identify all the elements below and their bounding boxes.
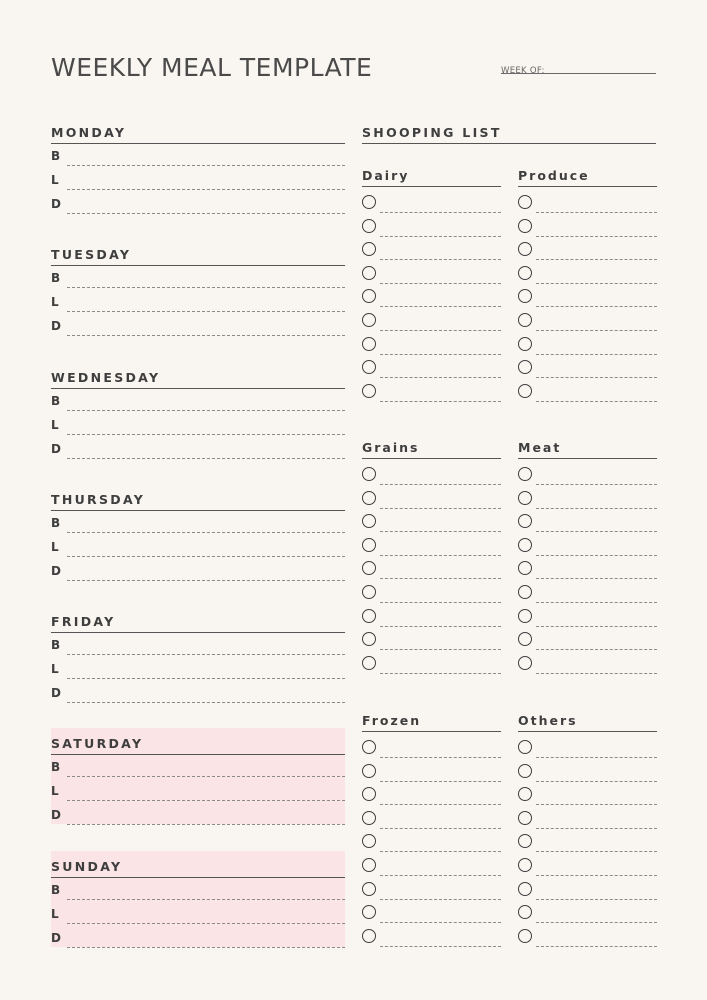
shopping-item — [362, 265, 501, 289]
shopping-item — [518, 739, 657, 763]
shopping-item — [518, 786, 657, 810]
day-section-thursday — [51, 490, 345, 612]
shopping-item — [362, 288, 501, 312]
meal-row — [51, 633, 345, 657]
item-entry-line[interactable] — [536, 804, 657, 805]
item-entry-line[interactable] — [380, 484, 501, 485]
checkbox-circle-icon[interactable] — [362, 834, 376, 848]
checkbox-circle-icon[interactable] — [518, 313, 532, 327]
shopping-item — [518, 466, 657, 490]
shopping-item — [362, 833, 501, 857]
checkbox-circle-icon[interactable] — [362, 360, 376, 374]
checkbox-circle-icon[interactable] — [518, 787, 532, 801]
item-entry-line[interactable] — [536, 259, 657, 260]
checkbox-circle-icon[interactable] — [518, 195, 532, 209]
shopping-item — [518, 194, 657, 218]
meal-entry-line[interactable] — [67, 189, 345, 190]
checkbox-circle-icon[interactable] — [518, 811, 532, 825]
item-entry-line[interactable] — [536, 401, 657, 402]
meal-entry-line[interactable] — [67, 556, 345, 557]
item-entry-line[interactable] — [380, 757, 501, 758]
checkbox-circle-icon[interactable] — [518, 242, 532, 256]
item-entry-line[interactable] — [380, 626, 501, 627]
item-entry-line[interactable] — [536, 236, 657, 237]
item-entry-line[interactable] — [536, 212, 657, 213]
shopping-item — [518, 241, 657, 265]
meal-label: B — [51, 760, 61, 775]
meal-label: L — [51, 784, 59, 799]
item-entry-line[interactable] — [380, 578, 501, 579]
checkbox-circle-icon[interactable] — [518, 491, 532, 505]
item-entry-line[interactable] — [380, 828, 501, 829]
item-entry-line[interactable] — [536, 922, 657, 923]
meal-entry-line[interactable] — [67, 580, 345, 581]
checkbox-circle-icon[interactable] — [518, 632, 532, 646]
shopping-item — [362, 490, 501, 514]
item-entry-line[interactable] — [380, 283, 501, 284]
shopping-item — [518, 584, 657, 608]
meal-row — [51, 681, 345, 705]
category-title: Dairy — [362, 166, 501, 187]
meal-label: D — [51, 686, 61, 701]
meal-entry-line[interactable] — [67, 434, 345, 435]
checkbox-circle-icon[interactable] — [518, 858, 532, 872]
week-of-field[interactable] — [501, 58, 656, 74]
meal-row — [51, 314, 345, 338]
meal-label: L — [51, 173, 59, 187]
checkbox-circle-icon[interactable] — [518, 609, 532, 623]
checkbox-circle-icon[interactable] — [518, 561, 532, 575]
shopping-item — [362, 857, 501, 881]
meal-entry-line[interactable] — [67, 654, 345, 655]
meal-row — [51, 926, 345, 950]
meal-entry-line[interactable] — [67, 923, 345, 924]
shopping-item — [362, 584, 501, 608]
checkbox-circle-icon[interactable] — [362, 858, 376, 872]
meal-row — [51, 755, 345, 779]
meal-row — [51, 389, 345, 413]
checkbox-circle-icon[interactable] — [518, 289, 532, 303]
checkbox-circle-icon[interactable] — [362, 538, 376, 552]
checkbox-circle-icon[interactable] — [518, 538, 532, 552]
meal-row — [51, 144, 345, 168]
shopping-item — [518, 359, 657, 383]
shopping-item — [362, 786, 501, 810]
checkbox-circle-icon[interactable] — [362, 929, 376, 943]
day-section-sunday — [51, 857, 345, 979]
meal-entry-line[interactable] — [67, 702, 345, 703]
category-produce — [518, 166, 657, 406]
meal-label: D — [51, 319, 61, 334]
shopping-item — [362, 881, 501, 905]
item-entry-line[interactable] — [536, 875, 657, 876]
day-section-saturday — [51, 734, 345, 856]
category-items — [518, 194, 657, 406]
checkbox-circle-icon[interactable] — [362, 219, 376, 233]
category-title: Frozen — [362, 711, 501, 732]
shopping-item — [362, 194, 501, 218]
item-entry-line[interactable] — [380, 602, 501, 603]
checkbox-circle-icon[interactable] — [518, 764, 532, 778]
item-entry-line[interactable] — [380, 236, 501, 237]
meal-row — [51, 559, 345, 583]
item-entry-line[interactable] — [536, 578, 657, 579]
shopping-item — [518, 312, 657, 336]
shopping-item — [518, 336, 657, 360]
shopping-item — [518, 560, 657, 584]
meal-entry-line[interactable] — [67, 335, 345, 336]
checkbox-circle-icon[interactable] — [518, 585, 532, 599]
shopping-item — [362, 336, 501, 360]
checkbox-circle-icon[interactable] — [362, 491, 376, 505]
checkbox-circle-icon[interactable] — [518, 740, 532, 754]
shopping-item — [362, 312, 501, 336]
checkbox-circle-icon[interactable] — [518, 656, 532, 670]
meal-entry-line[interactable] — [67, 800, 345, 801]
checkbox-circle-icon[interactable] — [362, 384, 376, 398]
item-entry-line[interactable] — [380, 508, 501, 509]
day-section-tuesday — [51, 245, 345, 367]
meal-label: L — [51, 906, 59, 921]
meal-entry-line[interactable] — [67, 165, 345, 166]
item-entry-line[interactable] — [536, 851, 657, 852]
category-grains — [362, 438, 501, 678]
day-title: THURSDAY — [51, 490, 345, 511]
category-items — [518, 739, 657, 951]
day-section-friday — [51, 612, 345, 734]
day-title: SUNDAY — [51, 857, 345, 878]
shopping-item — [518, 513, 657, 537]
shopping-item — [518, 928, 657, 952]
item-entry-line[interactable] — [380, 259, 501, 260]
shopping-item — [362, 359, 501, 383]
meal-row — [51, 779, 345, 803]
shopping-item — [362, 904, 501, 928]
meal-entry-line[interactable] — [67, 458, 345, 459]
day-title: WEDNESDAY — [51, 368, 345, 389]
meal-label: D — [51, 441, 61, 456]
item-entry-line[interactable] — [536, 828, 657, 829]
item-entry-line[interactable] — [536, 781, 657, 782]
meal-label: B — [51, 882, 61, 897]
shopping-item — [518, 631, 657, 655]
shopping-item — [518, 904, 657, 928]
item-entry-line[interactable] — [536, 946, 657, 947]
item-entry-line[interactable] — [380, 781, 501, 782]
item-entry-line[interactable] — [536, 673, 657, 674]
shopping-item — [518, 881, 657, 905]
shopping-item — [518, 383, 657, 407]
meal-row — [51, 902, 345, 926]
meal-label: D — [51, 808, 61, 823]
meal-row — [51, 266, 345, 290]
shopping-item — [362, 466, 501, 490]
days-column — [51, 123, 345, 979]
checkbox-circle-icon[interactable] — [362, 609, 376, 623]
category-title: Meat — [518, 438, 657, 459]
item-entry-line[interactable] — [536, 757, 657, 758]
meal-label: D — [51, 197, 61, 211]
meal-entry-line[interactable] — [67, 311, 345, 312]
meal-row — [51, 437, 345, 461]
item-entry-line[interactable] — [380, 804, 501, 805]
checkbox-circle-icon[interactable] — [362, 632, 376, 646]
checkbox-circle-icon[interactable] — [518, 882, 532, 896]
checkbox-circle-icon[interactable] — [362, 740, 376, 754]
shopping-item — [518, 490, 657, 514]
shopping-item — [362, 928, 501, 952]
shopping-item — [518, 218, 657, 242]
meal-label: D — [51, 563, 61, 578]
item-entry-line[interactable] — [380, 401, 501, 402]
item-entry-line[interactable] — [536, 531, 657, 532]
page-title: WEEKLY MEAL TEMPLATE — [51, 53, 373, 82]
day-title: FRIDAY — [51, 612, 345, 633]
meal-label: B — [51, 638, 61, 653]
checkbox-circle-icon[interactable] — [518, 929, 532, 943]
meal-label: L — [51, 295, 59, 310]
shopping-item — [518, 833, 657, 857]
shopping-item — [362, 218, 501, 242]
item-entry-line[interactable] — [536, 626, 657, 627]
meal-entry-line[interactable] — [67, 899, 345, 900]
meal-entry-line[interactable] — [67, 213, 345, 214]
item-entry-line[interactable] — [536, 330, 657, 331]
shopping-item — [362, 739, 501, 763]
meal-row — [51, 290, 345, 314]
item-entry-line[interactable] — [380, 649, 501, 650]
checkbox-circle-icon[interactable] — [362, 882, 376, 896]
checkbox-circle-icon[interactable] — [362, 514, 376, 528]
checkbox-circle-icon[interactable] — [362, 467, 376, 481]
day-title: TUESDAY — [51, 245, 345, 266]
checkbox-circle-icon[interactable] — [362, 905, 376, 919]
category-items — [362, 739, 501, 951]
item-entry-line[interactable] — [380, 377, 501, 378]
meal-label: L — [51, 662, 59, 677]
day-title: SATURDAY — [51, 734, 345, 755]
week-of-label: WEEK OF: — [501, 66, 545, 76]
item-entry-line[interactable] — [536, 899, 657, 900]
item-entry-line[interactable] — [380, 330, 501, 331]
shopping-item — [362, 537, 501, 561]
category-others — [518, 711, 657, 951]
shopping-item — [362, 560, 501, 584]
meal-row — [51, 192, 345, 216]
meal-entry-line[interactable] — [67, 532, 345, 533]
shopping-item — [362, 763, 501, 787]
item-entry-line[interactable] — [380, 922, 501, 923]
shopping-item — [362, 383, 501, 407]
checkbox-circle-icon[interactable] — [362, 561, 376, 575]
meal-label: B — [51, 515, 61, 530]
shopping-item — [518, 265, 657, 289]
checkbox-circle-icon[interactable] — [362, 787, 376, 801]
category-items — [362, 466, 501, 678]
item-entry-line[interactable] — [536, 354, 657, 355]
category-title: Produce — [518, 166, 657, 187]
checkbox-circle-icon[interactable] — [518, 905, 532, 919]
checkbox-circle-icon[interactable] — [362, 337, 376, 351]
checkbox-circle-icon[interactable] — [518, 514, 532, 528]
item-entry-line[interactable] — [380, 899, 501, 900]
checkbox-circle-icon[interactable] — [518, 834, 532, 848]
meal-row — [51, 878, 345, 902]
shopping-item — [362, 810, 501, 834]
item-entry-line[interactable] — [380, 212, 501, 213]
shopping-list-title: SHOOPING LIST — [362, 123, 656, 144]
checkbox-circle-icon[interactable] — [362, 195, 376, 209]
day-section-wednesday — [51, 368, 345, 490]
category-dairy — [362, 166, 501, 406]
item-entry-line[interactable] — [536, 649, 657, 650]
item-entry-line[interactable] — [380, 354, 501, 355]
shopping-item — [518, 537, 657, 561]
category-items — [518, 466, 657, 678]
shopping-item — [518, 810, 657, 834]
meal-entry-line[interactable] — [67, 776, 345, 777]
day-title: MONDAY — [51, 123, 345, 144]
meal-label: L — [51, 539, 59, 554]
category-items — [362, 194, 501, 406]
checkbox-circle-icon[interactable] — [362, 266, 376, 280]
shopping-item — [518, 763, 657, 787]
shopping-item — [518, 857, 657, 881]
meal-entry-line[interactable] — [67, 410, 345, 411]
item-entry-line[interactable] — [536, 283, 657, 284]
shopping-item — [518, 655, 657, 679]
checkbox-circle-icon[interactable] — [362, 811, 376, 825]
checkbox-circle-icon[interactable] — [518, 266, 532, 280]
item-entry-line[interactable] — [380, 555, 501, 556]
meal-label: D — [51, 930, 61, 945]
meal-label: B — [51, 393, 61, 408]
item-entry-line[interactable] — [380, 306, 501, 307]
item-entry-line[interactable] — [380, 851, 501, 852]
category-title: Others — [518, 711, 657, 732]
meal-entry-line[interactable] — [67, 947, 345, 948]
item-entry-line[interactable] — [536, 602, 657, 603]
checkbox-circle-icon[interactable] — [362, 764, 376, 778]
category-frozen — [362, 711, 501, 951]
meal-entry-line[interactable] — [67, 287, 345, 288]
item-entry-line[interactable] — [536, 508, 657, 509]
category-title: Grains — [362, 438, 501, 459]
meal-entry-line[interactable] — [67, 678, 345, 679]
item-entry-line[interactable] — [536, 377, 657, 378]
meal-label: B — [51, 149, 61, 163]
checkbox-circle-icon[interactable] — [362, 242, 376, 256]
meal-label: B — [51, 271, 61, 286]
shopping-item — [362, 241, 501, 265]
meal-row — [51, 803, 345, 827]
day-section-monday — [51, 123, 345, 245]
shopping-item — [362, 608, 501, 632]
checkbox-circle-icon[interactable] — [362, 585, 376, 599]
item-entry-line[interactable] — [380, 673, 501, 674]
shopping-item — [362, 513, 501, 537]
meal-row — [51, 413, 345, 437]
checkbox-circle-icon[interactable] — [362, 289, 376, 303]
shopping-item — [362, 655, 501, 679]
meal-entry-line[interactable] — [67, 824, 345, 825]
meal-row — [51, 511, 345, 535]
meal-label: L — [51, 417, 59, 432]
shopping-item — [518, 288, 657, 312]
checkbox-circle-icon[interactable] — [362, 313, 376, 327]
shopping-item — [518, 608, 657, 632]
item-entry-line[interactable] — [380, 531, 501, 532]
meal-row — [51, 535, 345, 559]
checkbox-circle-icon[interactable] — [518, 219, 532, 233]
shopping-item — [362, 631, 501, 655]
checkbox-circle-icon[interactable] — [518, 467, 532, 481]
item-entry-line[interactable] — [380, 875, 501, 876]
checkbox-circle-icon[interactable] — [518, 384, 532, 398]
meal-row — [51, 168, 345, 192]
item-entry-line[interactable] — [536, 306, 657, 307]
checkbox-circle-icon[interactable] — [518, 337, 532, 351]
item-entry-line[interactable] — [536, 555, 657, 556]
checkbox-circle-icon[interactable] — [518, 360, 532, 374]
item-entry-line[interactable] — [536, 484, 657, 485]
checkbox-circle-icon[interactable] — [362, 656, 376, 670]
meal-row — [51, 657, 345, 681]
item-entry-line[interactable] — [380, 946, 501, 947]
category-meat — [518, 438, 657, 678]
